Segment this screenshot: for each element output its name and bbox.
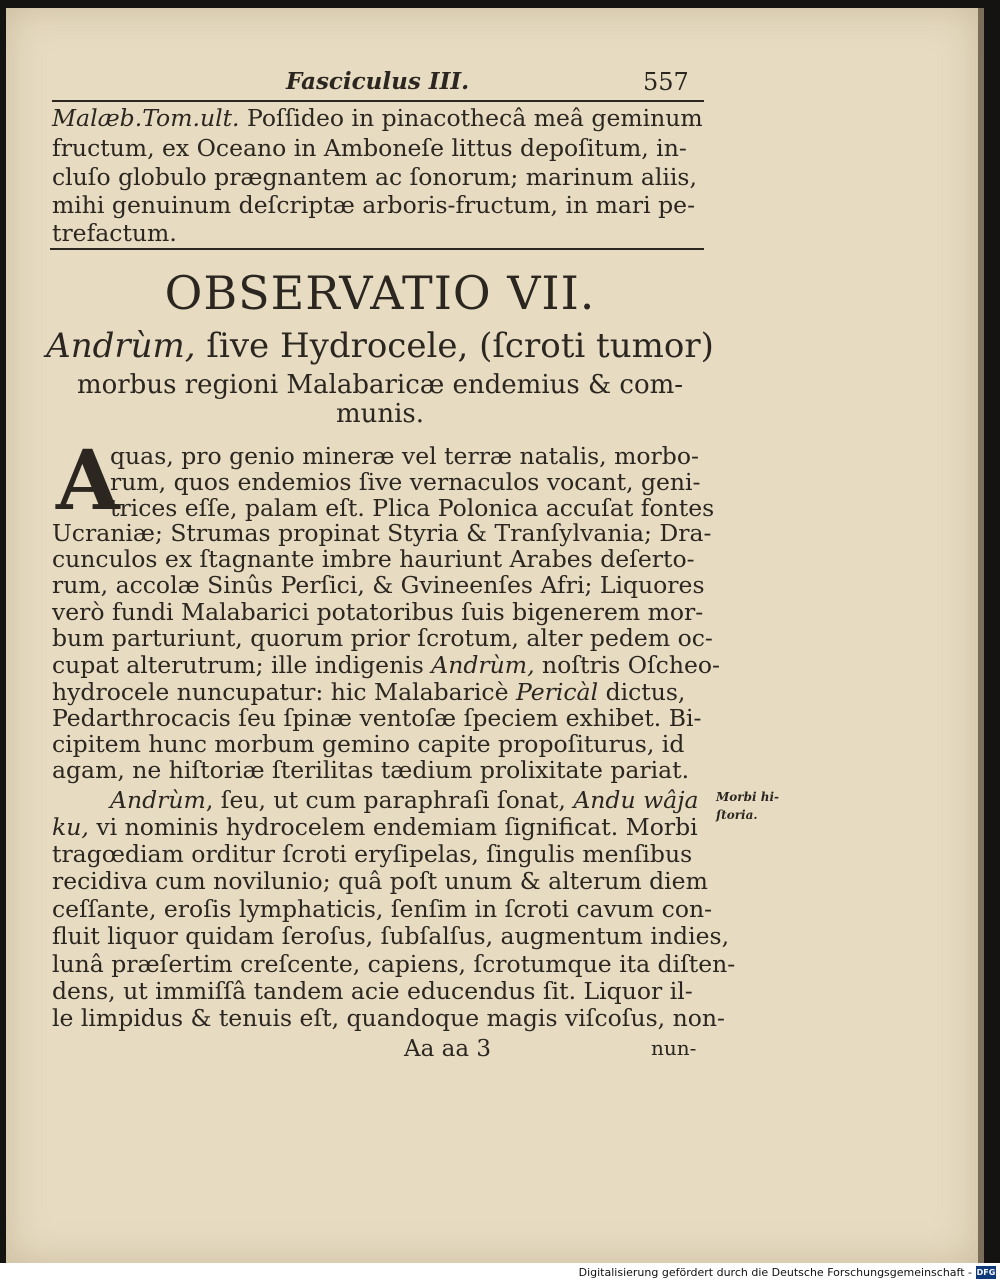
page-number: 557 bbox=[643, 68, 689, 96]
drop-cap: A bbox=[56, 433, 120, 529]
page-edge bbox=[978, 8, 984, 1263]
observation-subtitle-line2: morbus regioni Malabaricæ endemius & com- bbox=[76, 370, 684, 400]
catchword: nun- bbox=[651, 1036, 697, 1060]
text-line: Pedarthrocacis ſeu ſpinæ ventoſæ ſpeciem exhibet. Bi- bbox=[52, 704, 702, 732]
text-line: Ucraniæ; Strumas propinat Styria & Tranſylvania; Dra- bbox=[52, 519, 712, 547]
text-line: lunâ præſertim creſcente, capiens, ſcrotumque ita diſten- bbox=[52, 950, 736, 978]
observation-subtitle-line3: munis. bbox=[335, 399, 425, 429]
text-line: cipitem hunc morbum gemino capite propoſiturus, id bbox=[52, 730, 685, 758]
text-line: trices eſſe, palam eſt. Plica Polonica accuſat fontes bbox=[110, 494, 715, 522]
text-line: rum, quos endemios ſive vernaculos vocant, geni- bbox=[110, 468, 701, 496]
text-line: recidiva cum novilunio; quâ poſt unum & alterum diem bbox=[52, 867, 708, 895]
running-title: Fasciculus III. bbox=[286, 68, 470, 95]
text-line: quas, pro genio mineræ vel terræ natalis, morbo- bbox=[110, 442, 699, 470]
text-line: mihi genuinum deſcriptæ arboris-fructum, in mari pe- bbox=[52, 191, 696, 219]
digitization-credit: Digitalisierung gefördert durch die Deutsche Forschungsgemeinschaft - bbox=[578, 1266, 972, 1279]
text-line: fluit liquor quidam ſeroſus, ſubſalſus, augmentum indies, bbox=[52, 922, 730, 950]
header-rule bbox=[52, 100, 704, 102]
dfg-logo: DFG bbox=[976, 1268, 996, 1277]
text-line: hydrocele nuncupatur: hic Malabaricè Pericàl dictus, bbox=[52, 678, 686, 706]
text-line: dens, ut immiſſâ tandem acie educendus ſit. Liquor il- bbox=[52, 977, 693, 1005]
observation-title: OBSERVATIO VII. bbox=[164, 266, 596, 320]
observation-subtitle: Andrùm, ſive Hydrocele, (ſcroti tumor) bbox=[46, 326, 714, 366]
text-line: ceſſante, eroſis lymphaticis, ſenſim in ſcroti cavum con- bbox=[52, 895, 713, 923]
text-line: cluſo globulo prægnantem ac ſonorum; marinum aliis, bbox=[52, 163, 697, 191]
text-line: cunculos ex ſtagnante imbre hauriunt Arabes deſerto- bbox=[52, 545, 695, 573]
text-line: ku, vi nominis hydrocelem endemiam ſignificat. Morbi bbox=[52, 813, 698, 841]
text-line: fructum, ex Oceano in Amboneſe littus depoſitum, in- bbox=[52, 134, 687, 162]
text-line: tragœdiam orditur ſcroti eryſipelas, ſingulis menſibus bbox=[52, 840, 693, 868]
marginal-note-line2: ſtoria. bbox=[716, 808, 758, 822]
text-line: trefactum. bbox=[52, 219, 177, 247]
text-line: agam, ne hiſtoriæ ſterilitas tædium prolixitate pariat. bbox=[52, 756, 690, 784]
section-rule bbox=[50, 248, 704, 250]
text-line: verò fundi Malabarici potatoribus ſuis bigenerem mor- bbox=[52, 598, 704, 626]
marginal-note: Morbi hi- bbox=[716, 790, 779, 804]
text-line: le limpidus & tenuis eſt, quandoque magis viſcoſus, non- bbox=[52, 1004, 725, 1032]
text-line: Malæb.Tom.ult. Poſſideo in pinacothecâ meâ geminum bbox=[52, 104, 703, 132]
text-line: bum parturiunt, quorum prior ſcrotum, alter pedem oc- bbox=[52, 624, 713, 652]
running-header bbox=[0, 64, 1000, 104]
text-line: Andrùm, ſeu, ut cum paraphraſi ſonat, Andu wâja bbox=[110, 786, 699, 814]
text-line: cupat alterutrum; ille indigenis Andrùm, noſtris Oſcheo- bbox=[52, 651, 720, 679]
text-line: rum, accolæ Sinûs Perſici, & Gvineenſes Afri; Liquores bbox=[52, 571, 705, 599]
signature-mark: Aa aa 3 bbox=[404, 1036, 492, 1062]
